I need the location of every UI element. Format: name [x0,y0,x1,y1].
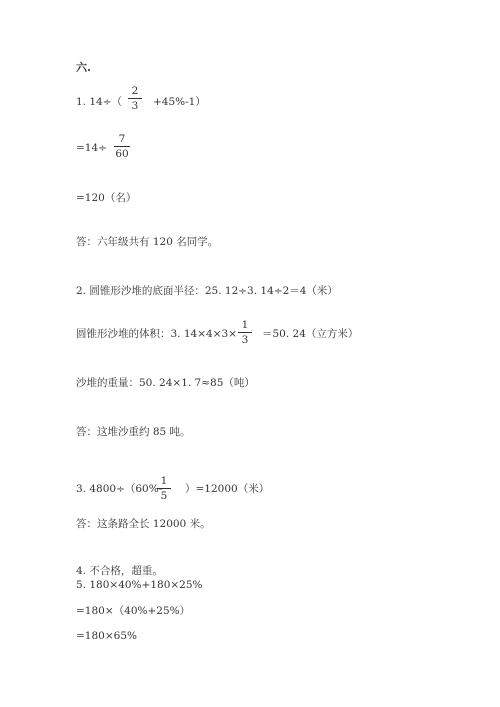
q1-line1-start: 1. 14÷（ [76,96,123,108]
q3-line1-start: 3. 4800÷（60%- [76,483,163,495]
q3-line1-fraction [157,476,171,502]
fraction-denominator: 3 [241,334,249,346]
q1-line2-start: =14÷ [76,142,107,154]
fraction-numerator: 1 [241,319,249,331]
q2-line2-end: ＝50. 24（立方米） [262,328,359,340]
fraction-numerator: 1 [160,475,168,487]
fraction-denominator: 5 [160,490,168,502]
fraction-denominator: 3 [131,100,139,112]
q5-line3: =180×65% [76,630,137,642]
q1-answer: 答：六年级共有 120 名同学。 [76,236,219,248]
fraction-bar [157,488,171,489]
fraction-bar [128,98,142,99]
fraction-denominator: 60 [115,148,129,160]
q2-line2-fraction [238,320,252,346]
q5-line2: =180×（40%+25%） [76,605,191,617]
q2-answer: 答：这堆沙重约 85 吨。 [76,426,191,438]
fraction-bar [238,332,252,333]
q3-line1-end: ）=12000（米） [185,483,270,495]
q1-line3: =120（名） [76,192,137,204]
fraction-numerator: 7 [118,133,126,145]
q2-line1: 2. 圆锥形沙堆的底面半径：25. 12÷3. 14÷2＝4（米） [76,285,338,297]
section-title: 六. [76,61,91,74]
q1-line1-fraction [128,86,142,112]
q2-line2-start: 圆锥形沙堆的体积：3. 14×4×3× [76,328,237,340]
q2-line3: 沙堆的重量：50. 24×1. 7≈85（吨） [76,377,255,389]
q3-answer: 答：这条路全长 12000 米。 [76,518,211,530]
fraction-bar [114,146,130,147]
q1-line1-end: +45%-1） [153,96,206,108]
q4-line1: 4. 不合格，超重。 [76,565,163,577]
q5-line1: 5. 180×40%+180×25% [76,579,203,591]
q1-line2-fraction [114,134,130,160]
fraction-numerator: 2 [131,85,139,97]
